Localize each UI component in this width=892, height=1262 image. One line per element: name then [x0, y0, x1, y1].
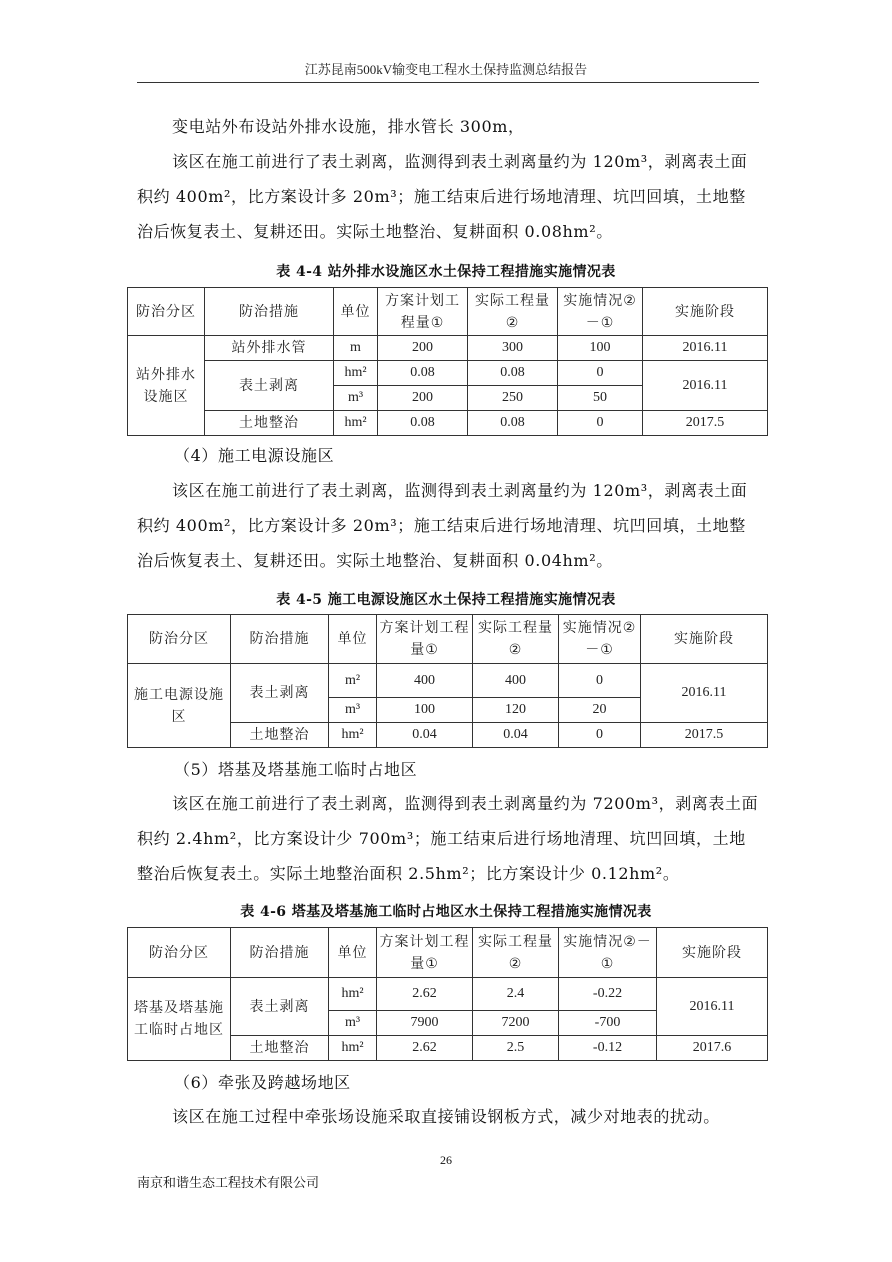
- cell-unit: m²: [329, 664, 377, 698]
- header-plan: 方案计划工程量①: [378, 288, 468, 336]
- table-4-5-caption: 表 4-5 施工电源设施区水土保持工程措施实施情况表: [276, 592, 616, 608]
- cell-unit: hm²: [334, 361, 378, 386]
- paragraph-text: 该区在施工前进行了表土剥离，监测得到表土剥离量约为 120m³，剥离表土面积约 400m²，比方案设计多 20m³；施工结束后进行场地清理、坑凹回填，土地整治后恢复表土、复耕还田。实际土地整治、复耕面积 0.08hm²。: [137, 152, 748, 241]
- cell-plan: 2.62: [377, 1036, 473, 1061]
- cell-unit: hm²: [329, 978, 377, 1011]
- header-measure: 防治措施: [231, 615, 329, 664]
- cell-stage: 2017.5: [643, 411, 768, 436]
- cell-actual: 2.5: [473, 1036, 559, 1061]
- cell-stage: 2016.11: [643, 361, 768, 411]
- header-actual: 实际工程量②: [473, 615, 559, 664]
- cell-actual: 250: [468, 386, 558, 411]
- cell-actual: 0.08: [468, 411, 558, 436]
- section-heading-6: （6）牵张及跨越场地区: [174, 1073, 351, 1092]
- cell-plan: 200: [378, 386, 468, 411]
- cell-diff: 0: [559, 723, 641, 748]
- header-stage: 实施阶段: [643, 288, 768, 336]
- header-unit: 单位: [329, 615, 377, 664]
- header-actual: 实际工程量②: [468, 288, 558, 336]
- cell-zone: 塔基及塔基施工临时占地区: [128, 978, 231, 1061]
- cell-diff: 50: [558, 386, 643, 411]
- cell-measure: 土地整治: [231, 1036, 329, 1061]
- cell-diff: 0: [559, 664, 641, 698]
- header-plan: 方案计划工程量①: [377, 615, 473, 664]
- cell-diff: 0: [558, 411, 643, 436]
- cell-unit: hm²: [334, 411, 378, 436]
- paragraph-drainage: [137, 109, 759, 144]
- table-4-4: [127, 287, 768, 436]
- cell-measure: 表土剥离: [205, 361, 334, 411]
- cell-actual: 300: [468, 336, 558, 361]
- table-4-6-caption: 表 4-6 塔基及塔基施工临时占地区水土保持工程措施实施情况表: [240, 904, 652, 920]
- paragraph-power-topsoil: [137, 473, 759, 578]
- cell-unit: m³: [334, 386, 378, 411]
- cell-measure: 土地整治: [231, 723, 329, 748]
- cell-plan: 0.08: [378, 361, 468, 386]
- cell-diff: -0.12: [559, 1036, 657, 1061]
- cell-zone: 站外排水设施区: [128, 336, 205, 436]
- cell-plan: 0.08: [378, 411, 468, 436]
- section-heading-4: （4）施工电源设施区: [174, 446, 335, 465]
- cell-actual: 7200: [473, 1011, 559, 1036]
- header-plan: 方案计划工程量①: [377, 928, 473, 978]
- cell-plan: 7900: [377, 1011, 473, 1036]
- cell-unit: m³: [329, 698, 377, 723]
- cell-plan: 100: [377, 698, 473, 723]
- cell-stage: 2016.11: [657, 978, 768, 1036]
- header-diff: 实施情况②－①: [558, 288, 643, 336]
- cell-measure: 表土剥离: [231, 978, 329, 1036]
- cell-plan: 0.04: [377, 723, 473, 748]
- section-heading-5: （5）塔基及塔基施工临时占地区: [174, 760, 418, 779]
- table-4-5: [127, 614, 768, 748]
- cell-actual: 400: [473, 664, 559, 698]
- paragraph-tension-site: [137, 1099, 759, 1134]
- cell-stage: 2017.6: [657, 1036, 768, 1061]
- cell-actual: 2.4: [473, 978, 559, 1011]
- header-zone: 防治分区: [128, 928, 231, 978]
- header-stage: 实施阶段: [657, 928, 768, 978]
- header-zone: 防治分区: [128, 288, 205, 336]
- cell-diff: -700: [559, 1011, 657, 1036]
- page-number: 26: [440, 1153, 452, 1167]
- cell-diff: 0: [558, 361, 643, 386]
- header-zone: 防治分区: [128, 615, 231, 664]
- cell-unit: m: [334, 336, 378, 361]
- cell-measure: 土地整治: [205, 411, 334, 436]
- table-4-4-caption: 表 4-4 站外排水设施区水土保持工程措施实施情况表: [276, 264, 616, 280]
- cell-measure: 站外排水管: [205, 336, 334, 361]
- cell-zone: 施工电源设施区: [128, 664, 231, 748]
- cell-actual: 120: [473, 698, 559, 723]
- paragraph-tower-topsoil: [137, 786, 759, 891]
- cell-actual: 0.04: [473, 723, 559, 748]
- paragraph-drainage-topsoil: [137, 144, 759, 249]
- cell-stage: 2017.5: [641, 723, 768, 748]
- paragraph-text: 该区在施工前进行了表土剥离，监测得到表土剥离量约为 7200m³，剥离表土面积约 2.4hm²，比方案设计少 700m³；施工结束后进行场地清理、坑凹回填，土地整治后恢复表土。实际土地整治面积 2.5hm²；比方案设计少 0.12hm²。: [137, 794, 759, 883]
- cell-plan: 2.62: [377, 978, 473, 1011]
- header-stage: 实施阶段: [641, 615, 768, 664]
- cell-actual: 0.08: [468, 361, 558, 386]
- header-actual: 实际工程量②: [473, 928, 559, 978]
- cell-unit: m³: [329, 1011, 377, 1036]
- header-diff: 实施情况②－①: [559, 928, 657, 978]
- header-unit: 单位: [334, 288, 378, 336]
- company-name: 南京和谐生态工程技术有限公司: [137, 1176, 320, 1191]
- cell-unit: hm²: [329, 1036, 377, 1061]
- header-rule: [137, 82, 759, 83]
- paragraph-text: 该区在施工过程中牵张场设施采取直接铺设钢板方式，减少对地表的扰动。: [172, 1107, 720, 1126]
- paragraph-text: 该区在施工前进行了表土剥离，监测得到表土剥离量约为 120m³，剥离表土面积约 400m²，比方案设计多 20m³；施工结束后进行场地清理、坑凹回填，土地整治后恢复表土、复耕还田。实际土地整治、复耕面积 0.04hm²。: [137, 481, 748, 570]
- cell-plan: 200: [378, 336, 468, 361]
- cell-measure: 表土剥离: [231, 664, 329, 723]
- cell-diff: -0.22: [559, 978, 657, 1011]
- table-4-6: [127, 927, 768, 1061]
- header-measure: 防治措施: [205, 288, 334, 336]
- header-measure: 防治措施: [231, 928, 329, 978]
- paragraph-text: 变电站外布设站外排水设施，排水管长 300m，: [172, 117, 525, 136]
- cell-diff: 100: [558, 336, 643, 361]
- header-diff: 实施情况②－①: [559, 615, 641, 664]
- cell-unit: hm²: [329, 723, 377, 748]
- cell-diff: 20: [559, 698, 641, 723]
- header-unit: 单位: [329, 928, 377, 978]
- cell-stage: 2016.11: [641, 664, 768, 723]
- cell-plan: 400: [377, 664, 473, 698]
- cell-stage: 2016.11: [643, 336, 768, 361]
- page-header: 江苏昆南500kV输变电工程水土保持监测总结报告: [304, 62, 588, 77]
